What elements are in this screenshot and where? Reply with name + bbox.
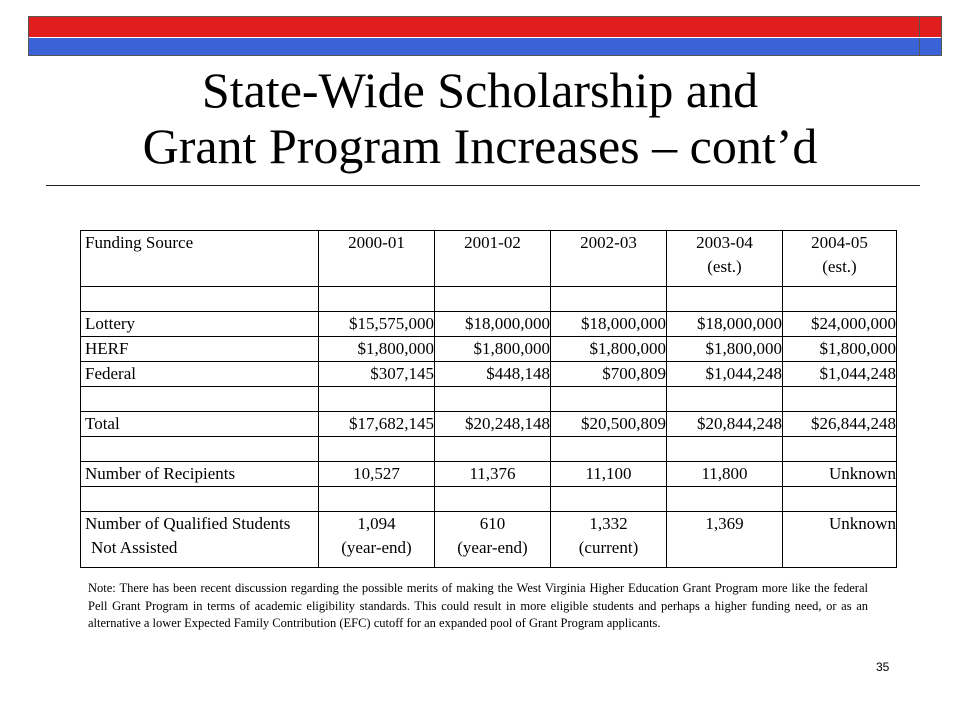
page-number: 35	[876, 660, 890, 674]
table-cell: $307,145	[319, 362, 435, 387]
title-divider	[46, 185, 920, 186]
table-spacer-row	[81, 487, 897, 512]
row-label-main: Number of Qualified Students	[85, 514, 291, 533]
footnote: Note: There has been recent discussion regarding the possible merits of making the West Virginia Higher Education Grant Program more like the federal Pell Grant Program in terms of academic eligibility standards. This could result in more eligible students and perhaps a higher funding need, or as an alternative a lower Expected Family Contribution (EFC) cutoff for an expanded pool of Grant Program applicants.	[88, 581, 868, 630]
row-label: Lottery	[81, 312, 319, 337]
table-cell: $18,000,000	[551, 312, 667, 337]
title-line-1: State-Wide Scholarship and	[201, 62, 759, 118]
table-spacer-row	[81, 387, 897, 412]
header-cell: Funding Source	[81, 231, 319, 287]
table-spacer-row	[81, 437, 897, 462]
row-label: HERF	[81, 337, 319, 362]
table-cell: 1,369	[667, 512, 783, 568]
table-cell: $17,682,145	[319, 412, 435, 437]
table-row-lottery	[81, 312, 897, 337]
table-cell: $1,800,000	[667, 337, 783, 362]
table-cell: Unknown	[783, 512, 897, 568]
table-cell: $1,044,248	[783, 362, 897, 387]
funding-table	[80, 230, 897, 568]
table-row-total	[81, 412, 897, 437]
table-cell: $15,575,000	[319, 312, 435, 337]
table-row-federal	[81, 362, 897, 387]
table-cell: Unknown	[783, 462, 897, 487]
row-label: Federal	[81, 362, 319, 387]
page-title	[40, 62, 920, 174]
table-cell: $448,148	[435, 362, 551, 387]
table-cell: $18,000,000	[435, 312, 551, 337]
row-label: Number of Recipients	[81, 462, 319, 487]
table-cell: $1,800,000	[435, 337, 551, 362]
table-cell: 11,800	[667, 462, 783, 487]
table-header-row	[81, 231, 897, 287]
header-cell: 2004-05 (est.)	[783, 231, 897, 287]
header-square-red	[919, 17, 941, 37]
header-square-blue	[919, 38, 941, 55]
table-cell: $1,800,000	[319, 337, 435, 362]
table-cell: 10,527	[319, 462, 435, 487]
header-cell: 2002-03	[551, 231, 667, 287]
table-cell: $1,800,000	[551, 337, 667, 362]
header-bar-blue	[29, 38, 919, 55]
table-cell: 1,094 (year-end)	[319, 512, 435, 568]
table-cell: 1,332 (current)	[551, 512, 667, 568]
header-bar-red	[29, 17, 919, 37]
table-cell: 11,100	[551, 462, 667, 487]
row-label	[81, 512, 319, 568]
table-spacer-row	[81, 287, 897, 312]
table-row-herf	[81, 337, 897, 362]
table-row-recipients	[81, 462, 897, 487]
table-cell: $20,248,148	[435, 412, 551, 437]
header-cell: 2000-01	[319, 231, 435, 287]
header-cell: 2001-02	[435, 231, 551, 287]
table-cell: $1,044,248	[667, 362, 783, 387]
table-cell: $1,800,000	[783, 337, 897, 362]
table-cell: $26,844,248	[783, 412, 897, 437]
table-cell: 610 (year-end)	[435, 512, 551, 568]
table-cell: $24,000,000	[783, 312, 897, 337]
table-cell: $20,844,248	[667, 412, 783, 437]
row-label: Total	[81, 412, 319, 437]
table-row-qualified	[81, 512, 897, 568]
table-cell: $20,500,809	[551, 412, 667, 437]
row-label-sub: Not Assisted	[91, 538, 178, 557]
table-cell: 11,376	[435, 462, 551, 487]
table-cell: $18,000,000	[667, 312, 783, 337]
table-cell: $700,809	[551, 362, 667, 387]
title-line-2: Grant Program Increases – cont’d	[142, 118, 818, 174]
header-cell: 2003-04 (est.)	[667, 231, 783, 287]
